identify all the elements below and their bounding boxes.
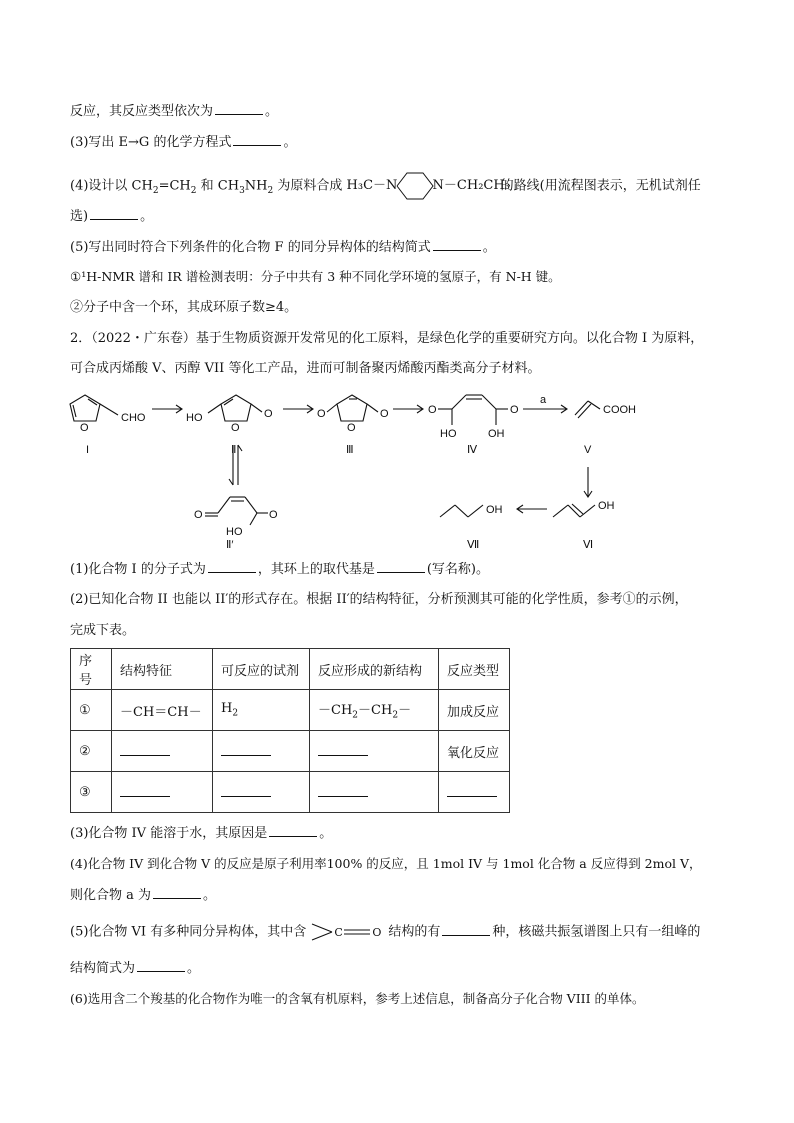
svg-text:OH: OH [488, 428, 505, 440]
carbonyl-structure: C O [310, 922, 388, 942]
question-5-line-2: 结构简式为 。 [70, 961, 201, 976]
compound-label-IV: Ⅳ [467, 444, 478, 456]
table-row: ① －CH＝CH－ $H_2$ $-CH_2-CH_2-$ 加成反应 [71, 690, 510, 731]
cho-label: CHO [121, 412, 146, 424]
answer-blank[interactable] [318, 743, 368, 756]
reaction-scheme [0, 385, 794, 555]
svg-text:O: O [269, 509, 278, 521]
svg-text:O: O [428, 404, 437, 416]
answer-blank[interactable] [221, 743, 271, 756]
answer-blank[interactable] [137, 959, 185, 972]
svg-text:O: O [347, 422, 356, 434]
compound-label-IIprime: Ⅱ′ [226, 539, 234, 551]
svg-text:OH: OH [486, 504, 503, 516]
svg-text:O: O [194, 509, 203, 521]
svg-text:O: O [264, 408, 273, 420]
compound-label-II: Ⅱ [231, 444, 237, 456]
ring-o-label: O [80, 422, 89, 434]
table-row: ③ [71, 772, 510, 813]
answer-blank[interactable] [377, 560, 425, 573]
condition-1: ①¹H-NMR 谱和 IR 谱检测表明：分子中共有 3 种不同化学环境的氢原子，有 N-H 键。 [70, 269, 561, 284]
question-4-line-2: 选) 。 [70, 209, 154, 224]
properties-table [70, 648, 510, 813]
answer-blank[interactable] [221, 784, 271, 797]
question-4-line-2: 则化合物 a 为 。 [70, 888, 217, 903]
answer-blank[interactable] [433, 238, 481, 251]
text-line-reaction-types: 反应，其反应类型依次为 。 [70, 104, 279, 119]
compound-label-VII: Ⅶ [467, 539, 480, 551]
problem-2-intro: 2．（2022・广东卷）基于生物质资源开发常见的化工原料，是绿色化学的重要研究方向。以化合物 I 为原料， [70, 331, 704, 346]
answer-blank[interactable] [447, 784, 497, 797]
table-row: ② 氧化反应 [71, 731, 510, 772]
question-2: (2)已知化合物 II 也能以 II′的形式存在。根据 II′的结构特征，分析预测其可能的化学性质，参考①的示例， [70, 592, 688, 607]
cooh-label: COOH [603, 404, 636, 416]
answer-blank[interactable] [233, 133, 281, 146]
question-5: (5)化合物 VI 有多种同分异构体，其中含 C O 结构的有 种，核磁共振氢谱图上只有一组峰的 [70, 922, 700, 942]
question-4-line: (4)设计以 $CH_2=CH_2$ 和 $CH_3NH_2$ 为原料合成 H₃C－N N－CH₂CH₃ 的路线(用流程图表示，无机试剂任 [70, 170, 701, 202]
svg-text:O: O [510, 404, 519, 416]
reagent-a-label: a [540, 394, 547, 406]
compound-label-III: Ⅲ [346, 444, 354, 456]
answer-blank[interactable] [269, 824, 317, 837]
answer-blank[interactable] [442, 923, 490, 936]
question-6: (6)选用含二个羧基的化合物作为唯一的含氧有机原料，参考上述信息，制备高分子化合物 VIII 的单体。 [70, 991, 645, 1006]
table-header-row: 序号 结构特征 可反应的试剂 反应形成的新结构 反应类型 [71, 649, 510, 690]
svg-text:OH: OH [598, 500, 615, 512]
answer-blank[interactable] [208, 560, 256, 573]
compound-label-VI: Ⅵ [583, 539, 594, 551]
answer-blank[interactable] [318, 784, 368, 797]
answer-blank[interactable] [120, 743, 170, 756]
answer-blank[interactable] [153, 886, 201, 899]
compound-label-I: I [86, 444, 90, 456]
problem-2-intro-2: 可合成丙烯酸 V、丙醇 VII 等化工产品，进而可制备聚丙烯酸丙酯类高分子材料。 [70, 361, 541, 376]
compound-label-V: V [584, 444, 592, 456]
question-3: (3)化合物 IV 能溶于水，其原因是 。 [70, 826, 333, 841]
question-1: (1)化合物 I 的分子式为 ，其环上的取代基是 (写名称)。 [70, 562, 489, 577]
svg-text:O: O [231, 422, 240, 434]
svg-text:HO: HO [226, 526, 243, 538]
piperazine-ring [395, 170, 435, 202]
answer-blank[interactable] [90, 207, 138, 220]
answer-blank[interactable] [120, 784, 170, 797]
ho-label: HO [186, 412, 203, 424]
piperazine-structure: H₃C－N N－CH₂CH₃ [347, 170, 497, 202]
question-4: (4)化合物 IV 到化合物 V 的反应是原子利用率100% 的反应，且 1mol IV 与 1mol 化合物 a 反应得到 2mol V， [70, 856, 702, 871]
condition-2: ②分子中含一个环，其成环原子数≥4。 [70, 300, 298, 315]
question-2-line-2: 完成下表。 [70, 623, 136, 638]
svg-text:O: O [380, 408, 389, 420]
svg-text:HO: HO [440, 428, 457, 440]
answer-blank[interactable] [215, 102, 263, 115]
question-5-line: (5)写出同时符合下列条件的化合物 F 的同分异构体的结构简式 。 [70, 240, 496, 255]
question-3-line: (3)写出 E→G 的化学方程式 。 [70, 135, 297, 150]
svg-text:O: O [317, 408, 326, 420]
